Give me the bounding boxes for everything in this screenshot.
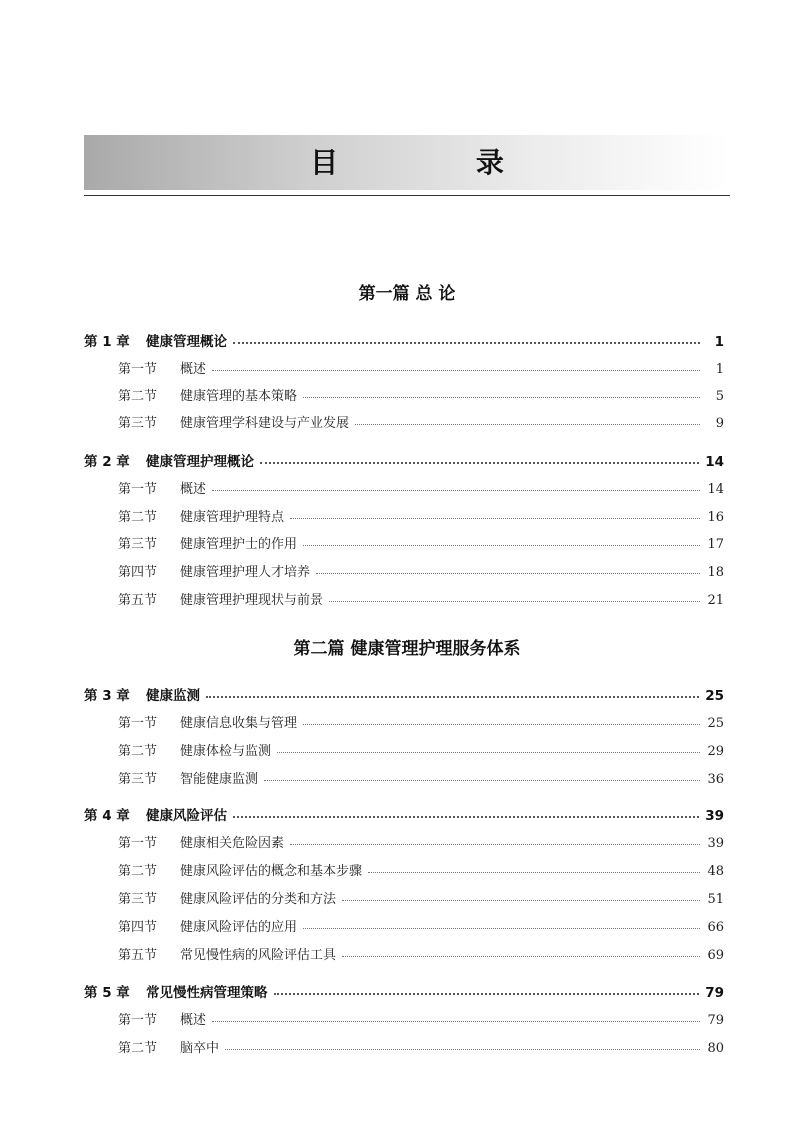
toc-chapter-5[interactable] xyxy=(84,981,724,1001)
section-title: 常见慢性病的风险评估工具 xyxy=(180,948,337,963)
section-title: 概述 xyxy=(180,1013,207,1028)
dot-leader xyxy=(260,462,699,464)
section-title: 智能健康监测 xyxy=(180,772,259,787)
page-number: 21 xyxy=(707,593,724,608)
page-number: 39 xyxy=(705,808,724,824)
page-number: 80 xyxy=(707,1041,724,1056)
toc-section[interactable] xyxy=(118,533,724,552)
page-number: 16 xyxy=(707,510,724,525)
page-title: 目 录 xyxy=(310,146,568,179)
chapter-number: 第 3 章 xyxy=(84,688,130,704)
section-title: 健康管理护理人才培养 xyxy=(180,565,311,580)
section-title: 概述 xyxy=(180,482,207,497)
chapter-title: 健康管理护理概论 xyxy=(146,454,254,470)
toc-section[interactable] xyxy=(118,916,724,935)
toc-section[interactable] xyxy=(118,478,724,497)
dot-leader xyxy=(206,696,699,698)
section-title: 健康管理的基本策略 xyxy=(180,389,298,404)
chapter-number: 第 2 章 xyxy=(84,454,130,470)
toc-section[interactable] xyxy=(118,589,724,608)
dot-leader xyxy=(303,724,700,725)
section-number: 第五节 xyxy=(118,593,158,608)
chapter-title: 健康监测 xyxy=(146,688,200,704)
section-number: 第二节 xyxy=(118,1041,158,1056)
toc-section[interactable] xyxy=(118,385,724,404)
header-divider xyxy=(84,195,730,196)
chapter-number: 第 4 章 xyxy=(84,808,130,824)
dot-leader xyxy=(264,780,700,781)
chapter-title: 健康管理概论 xyxy=(146,334,227,350)
section-number: 第四节 xyxy=(118,920,158,935)
section-number: 第一节 xyxy=(118,716,158,731)
section-title: 健康风险评估的分类和方法 xyxy=(180,892,337,907)
toc-section[interactable] xyxy=(118,561,724,580)
page-number: 1 xyxy=(715,362,724,377)
dot-leader xyxy=(342,956,700,957)
section-title: 健康管理护士的作用 xyxy=(180,537,298,552)
page-number: 48 xyxy=(707,864,724,879)
dot-leader xyxy=(342,900,700,901)
section-title: 健康风险评估的概念和基本步骤 xyxy=(180,864,363,879)
toc-header-band xyxy=(84,135,730,190)
chapter-title: 常见慢性病管理策略 xyxy=(146,985,268,1001)
dot-leader xyxy=(277,752,700,753)
section-number: 第四节 xyxy=(118,565,158,580)
page-number: 14 xyxy=(705,454,724,470)
toc-section[interactable] xyxy=(118,888,724,907)
page-number: 29 xyxy=(707,744,724,759)
dot-leader xyxy=(233,816,699,818)
section-title: 健康风险评估的应用 xyxy=(180,920,298,935)
section-title: 健康相关危险因素 xyxy=(180,836,285,851)
section-title: 健康体检与监测 xyxy=(180,744,272,759)
section-number: 第三节 xyxy=(118,772,158,787)
section-number: 第三节 xyxy=(118,416,158,431)
page-number: 39 xyxy=(707,836,724,851)
page-number: 5 xyxy=(715,389,724,404)
page-number: 17 xyxy=(707,537,724,552)
page-number: 79 xyxy=(705,985,724,1001)
section-number: 第一节 xyxy=(118,362,158,377)
section-number: 第二节 xyxy=(118,389,158,404)
page-number: 51 xyxy=(707,892,724,907)
section-title: 脑卒中 xyxy=(180,1041,220,1056)
part-title-1: 第一篇 总 论 xyxy=(358,284,456,304)
toc-section[interactable] xyxy=(118,1009,724,1028)
dot-leader xyxy=(225,1049,700,1050)
dot-leader xyxy=(316,573,700,574)
section-number: 第三节 xyxy=(118,892,158,907)
section-number: 第三节 xyxy=(118,537,158,552)
page-number: 69 xyxy=(707,948,724,963)
dot-leader xyxy=(368,872,700,873)
toc-chapter-1[interactable] xyxy=(84,330,724,350)
section-number: 第一节 xyxy=(118,1013,158,1028)
section-title: 健康管理学科建设与产业发展 xyxy=(180,416,350,431)
toc-section[interactable] xyxy=(118,944,724,963)
toc-chapter-4[interactable] xyxy=(84,804,724,824)
section-number: 第二节 xyxy=(118,744,158,759)
toc-section[interactable] xyxy=(118,712,724,731)
section-number: 第一节 xyxy=(118,482,158,497)
toc-section[interactable] xyxy=(118,506,724,525)
section-title: 概述 xyxy=(180,362,207,377)
toc-section[interactable] xyxy=(118,740,724,759)
section-title: 健康管理护理特点 xyxy=(180,510,285,525)
dot-leader xyxy=(212,490,700,491)
chapter-number: 第 5 章 xyxy=(84,985,130,1001)
chapter-number: 第 1 章 xyxy=(84,334,130,350)
section-title: 健康信息收集与管理 xyxy=(180,716,298,731)
dot-leader xyxy=(303,397,700,398)
toc-section[interactable] xyxy=(118,768,724,787)
toc-chapter-3[interactable] xyxy=(84,684,724,704)
toc-section[interactable] xyxy=(118,860,724,879)
page-number: 25 xyxy=(705,688,724,704)
dot-leader xyxy=(212,1021,700,1022)
page-number: 1 xyxy=(714,334,724,350)
section-number: 第二节 xyxy=(118,510,158,525)
dot-leader xyxy=(303,545,700,546)
chapter-title: 健康风险评估 xyxy=(146,808,227,824)
dot-leader xyxy=(233,342,700,344)
dot-leader xyxy=(290,518,700,519)
page-number: 66 xyxy=(707,920,724,935)
page-number: 14 xyxy=(707,482,724,497)
page-number: 9 xyxy=(715,416,724,431)
toc-section[interactable] xyxy=(118,1037,724,1056)
section-title: 健康管理护理现状与前景 xyxy=(180,593,324,608)
dot-leader xyxy=(290,844,700,845)
toc-section[interactable] xyxy=(118,358,724,377)
toc-chapter-2[interactable] xyxy=(84,450,724,470)
section-number: 第五节 xyxy=(118,948,158,963)
dot-leader xyxy=(329,601,700,602)
toc-section[interactable] xyxy=(118,412,724,431)
section-number: 第二节 xyxy=(118,864,158,879)
page-number: 79 xyxy=(707,1013,724,1028)
toc-section[interactable] xyxy=(118,832,724,851)
dot-leader xyxy=(212,370,700,371)
page-number: 36 xyxy=(707,772,724,787)
dot-leader xyxy=(355,424,700,425)
section-number: 第一节 xyxy=(118,836,158,851)
page-number: 25 xyxy=(707,716,724,731)
part-title-2: 第二篇 健康管理护理服务体系 xyxy=(293,639,521,659)
page-number: 18 xyxy=(707,565,724,580)
dot-leader xyxy=(303,928,700,929)
dot-leader xyxy=(274,993,700,995)
